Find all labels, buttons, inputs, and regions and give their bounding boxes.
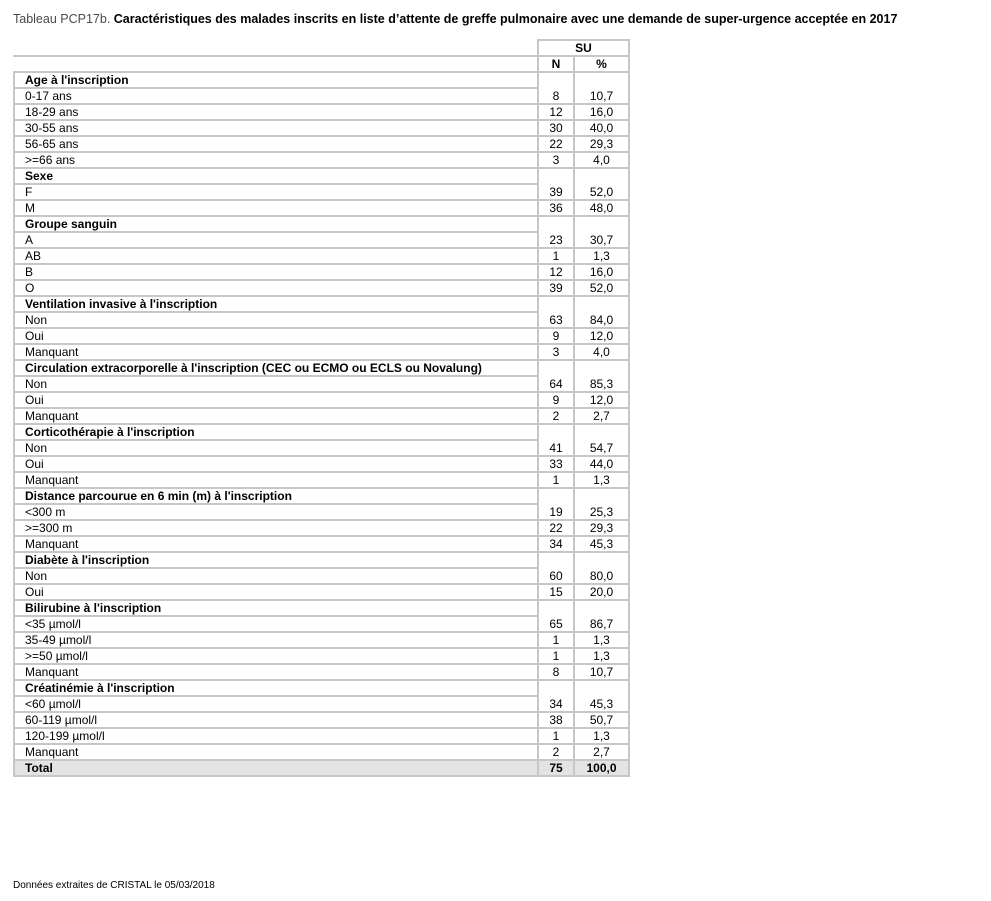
row-n: 2 [538,408,574,424]
header-blank-cell [14,40,538,56]
section-label: Créatinémie à l'inscription [14,680,538,696]
row-label: 30-55 ans [14,120,538,136]
section-label: Age à l'inscription [14,72,538,88]
row-pct: 86,7 [574,616,629,632]
table-row [14,392,629,408]
row-label: Non [14,376,538,392]
row-pct: 20,0 [574,584,629,600]
source-note: Données extraites de CRISTAL le 05/03/2018 [13,880,215,891]
table-row [14,264,629,280]
row-pct: 10,7 [574,88,629,104]
row-pct: 40,0 [574,120,629,136]
table-row [14,88,629,104]
table-row [14,744,629,760]
section-n-blank [538,296,574,312]
table-row [14,648,629,664]
table-number: Tableau PCP17b. [13,12,111,26]
section-header-row [14,216,629,232]
row-n: 41 [538,440,574,456]
header-su: SU [538,40,629,56]
table-row [14,696,629,712]
section-header-row [14,72,629,88]
table-row [14,536,629,552]
table-row [14,184,629,200]
section-n-blank [538,168,574,184]
row-n: 39 [538,184,574,200]
section-pct-blank [574,216,629,232]
row-label: 18-29 ans [14,104,538,120]
table-header-row-group [14,40,629,56]
row-n: 63 [538,312,574,328]
row-n: 2 [538,744,574,760]
row-n: 12 [538,104,574,120]
section-pct-blank [574,296,629,312]
section-header-row [14,680,629,696]
row-pct: 12,0 [574,392,629,408]
row-n: 34 [538,696,574,712]
table-body [14,40,629,776]
section-n-blank [538,680,574,696]
row-n: 1 [538,648,574,664]
characteristics-table [13,39,630,777]
section-pct-blank [574,72,629,88]
table-row [14,200,629,216]
table-header-row-columns [14,56,629,72]
row-n: 22 [538,520,574,536]
row-pct: 45,3 [574,696,629,712]
row-n: 33 [538,456,574,472]
row-n: 12 [538,264,574,280]
row-pct: 85,3 [574,376,629,392]
row-n: 23 [538,232,574,248]
table-row [14,312,629,328]
row-n: 1 [538,472,574,488]
header-n: N [538,56,574,72]
row-pct: 1,3 [574,632,629,648]
row-pct: 29,3 [574,520,629,536]
row-label: 120-199 µmol/l [14,728,538,744]
section-n-blank [538,360,574,376]
row-n: 22 [538,136,574,152]
row-n: 3 [538,152,574,168]
row-label: <60 µmol/l [14,696,538,712]
row-label: Manquant [14,472,538,488]
table-row [14,456,629,472]
row-pct: 12,0 [574,328,629,344]
total-n: 75 [538,760,574,776]
section-n-blank [538,216,574,232]
row-label: 0-17 ans [14,88,538,104]
table-caption: Caractéristiques des malades inscrits en liste d’attente de greffe pulmonaire avec une demande de super-urgence acceptée en 2017 [113,12,898,26]
section-header-row [14,168,629,184]
section-pct-blank [574,680,629,696]
row-label: Manquant [14,744,538,760]
section-pct-blank [574,552,629,568]
row-pct: 48,0 [574,200,629,216]
row-label: <35 µmol/l [14,616,538,632]
section-header-row [14,488,629,504]
row-pct: 52,0 [574,184,629,200]
section-header-row [14,552,629,568]
row-n: 34 [538,536,574,552]
section-label: Corticothérapie à l'inscription [14,424,538,440]
row-pct: 45,3 [574,536,629,552]
row-pct: 4,0 [574,152,629,168]
row-label: >=66 ans [14,152,538,168]
row-pct: 80,0 [574,568,629,584]
table-row [14,472,629,488]
row-n: 39 [538,280,574,296]
row-label: >=300 m [14,520,538,536]
header-blank-cell-2 [14,56,538,72]
row-n: 19 [538,504,574,520]
row-label: 35-49 µmol/l [14,632,538,648]
table-row [14,104,629,120]
table-row [14,328,629,344]
row-pct: 84,0 [574,312,629,328]
section-pct-blank [574,600,629,616]
row-label: M [14,200,538,216]
row-pct: 29,3 [574,136,629,152]
table-row [14,376,629,392]
row-label: A [14,232,538,248]
row-n: 65 [538,616,574,632]
total-label: Total [14,760,538,776]
row-label: B [14,264,538,280]
row-pct: 52,0 [574,280,629,296]
section-header-row [14,360,629,376]
table-row [14,616,629,632]
row-n: 9 [538,392,574,408]
row-n: 36 [538,200,574,216]
row-n: 60 [538,568,574,584]
section-pct-blank [574,488,629,504]
row-n: 1 [538,728,574,744]
row-n: 8 [538,88,574,104]
row-label: Non [14,568,538,584]
table-row [14,136,629,152]
row-label: 60-119 µmol/l [14,712,538,728]
section-header-row [14,296,629,312]
section-n-blank [538,424,574,440]
section-n-blank [538,72,574,88]
row-pct: 30,7 [574,232,629,248]
row-label: Oui [14,328,538,344]
row-label: AB [14,248,538,264]
row-label: Manquant [14,536,538,552]
section-header-row [14,600,629,616]
table-row [14,504,629,520]
table-row [14,728,629,744]
row-label: Manquant [14,408,538,424]
row-pct: 1,3 [574,472,629,488]
table-row [14,152,629,168]
row-label: Non [14,312,538,328]
section-pct-blank [574,424,629,440]
table-row [14,248,629,264]
section-n-blank [538,488,574,504]
table-row [14,520,629,536]
table-row [14,440,629,456]
total-pct: 100,0 [574,760,629,776]
row-n: 8 [538,664,574,680]
section-label: Sexe [14,168,538,184]
row-n: 1 [538,632,574,648]
row-pct: 16,0 [574,104,629,120]
header-pct: % [574,56,629,72]
row-pct: 4,0 [574,344,629,360]
row-label: Manquant [14,344,538,360]
section-label: Groupe sanguin [14,216,538,232]
row-pct: 50,7 [574,712,629,728]
row-n: 38 [538,712,574,728]
row-label: Manquant [14,664,538,680]
row-pct: 54,7 [574,440,629,456]
row-label: >=50 µmol/l [14,648,538,664]
section-header-row [14,424,629,440]
table-row [14,408,629,424]
row-n: 30 [538,120,574,136]
row-n: 3 [538,344,574,360]
section-label: Circulation extracorporelle à l'inscription (CEC ou ECMO ou ECLS ou Novalung) [14,360,538,376]
row-pct: 1,3 [574,648,629,664]
row-label: Oui [14,456,538,472]
row-label: F [14,184,538,200]
row-n: 9 [538,328,574,344]
row-pct: 44,0 [574,456,629,472]
row-pct: 2,7 [574,408,629,424]
row-label: Non [14,440,538,456]
row-n: 15 [538,584,574,600]
section-n-blank [538,552,574,568]
row-n: 1 [538,248,574,264]
section-label: Ventilation invasive à l'inscription [14,296,538,312]
table-row [14,232,629,248]
row-pct: 25,3 [574,504,629,520]
row-label: 56-65 ans [14,136,538,152]
row-pct: 16,0 [574,264,629,280]
table-row [14,280,629,296]
table-row [14,584,629,600]
section-label: Distance parcourue en 6 min (m) à l'inscription [14,488,538,504]
table-row [14,664,629,680]
section-pct-blank [574,168,629,184]
section-pct-blank [574,360,629,376]
section-label: Bilirubine à l'inscription [14,600,538,616]
row-label: <300 m [14,504,538,520]
table-row [14,632,629,648]
table-title [13,12,897,26]
row-pct: 10,7 [574,664,629,680]
table-row [14,568,629,584]
row-pct: 1,3 [574,248,629,264]
section-label: Diabète à l'inscription [14,552,538,568]
section-n-blank [538,600,574,616]
row-pct: 1,3 [574,728,629,744]
row-label: Oui [14,392,538,408]
row-n: 64 [538,376,574,392]
table-row [14,120,629,136]
row-label: O [14,280,538,296]
table-row [14,712,629,728]
row-label: Oui [14,584,538,600]
row-pct: 2,7 [574,744,629,760]
table-row [14,344,629,360]
total-row [14,760,629,776]
